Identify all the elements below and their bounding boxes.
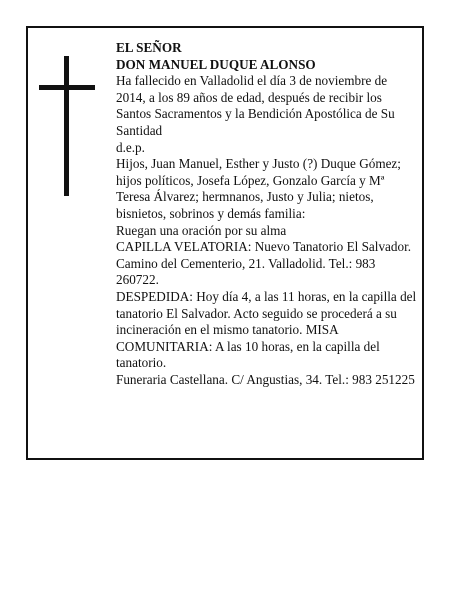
cross-vertical-bar (64, 56, 69, 196)
funeral-home-info: Funeraria Castellana. C/ Angustias, 34. Tel.: 983 251225 (116, 371, 415, 387)
death-announcement: Ha fallecido en Valladolid el día 3 de noviembre de 2014, a los 89 años de edad, después de recibir los Santos Sacramentos y la Bendición Apostólica de Su Santidad (116, 73, 395, 138)
farewell-info: DESPEDIDA: Hoy día 4, a las 11 horas, en la capilla del tanatorio El Salvador. Acto seguido se procederá a su incineración en el mismo tanatorio. MISA COMUNITARIA: A las 10 horas, en la capilla del tanatorio. (116, 288, 417, 371)
chapel-info: CAPILLA VELATORIA: Nuevo Tanatorio El Salvador. Camino del Cementerio, 21. Valladolid. Tel.: 983 260722. (116, 239, 412, 288)
family-list: Hijos, Juan Manuel, Esther y Justo (?) Duque Gómez; hijos políticos, Josefa López, Gonzalo García y Mª Teresa Álvarez; hermnanos, Justo y Julia; nietos, bisnietos, sobrinos y demás familia: (116, 156, 401, 221)
obituary-title-line1: EL SEÑOR (116, 40, 182, 55)
dep-text: d.e.p. (116, 139, 145, 155)
obituary-text (116, 40, 418, 388)
deceased-name: DON MANUEL DUQUE ALONSO (116, 56, 316, 72)
cross-horizontal-bar (39, 85, 95, 90)
prayer-request: Ruegan una oración por su alma (116, 222, 287, 238)
